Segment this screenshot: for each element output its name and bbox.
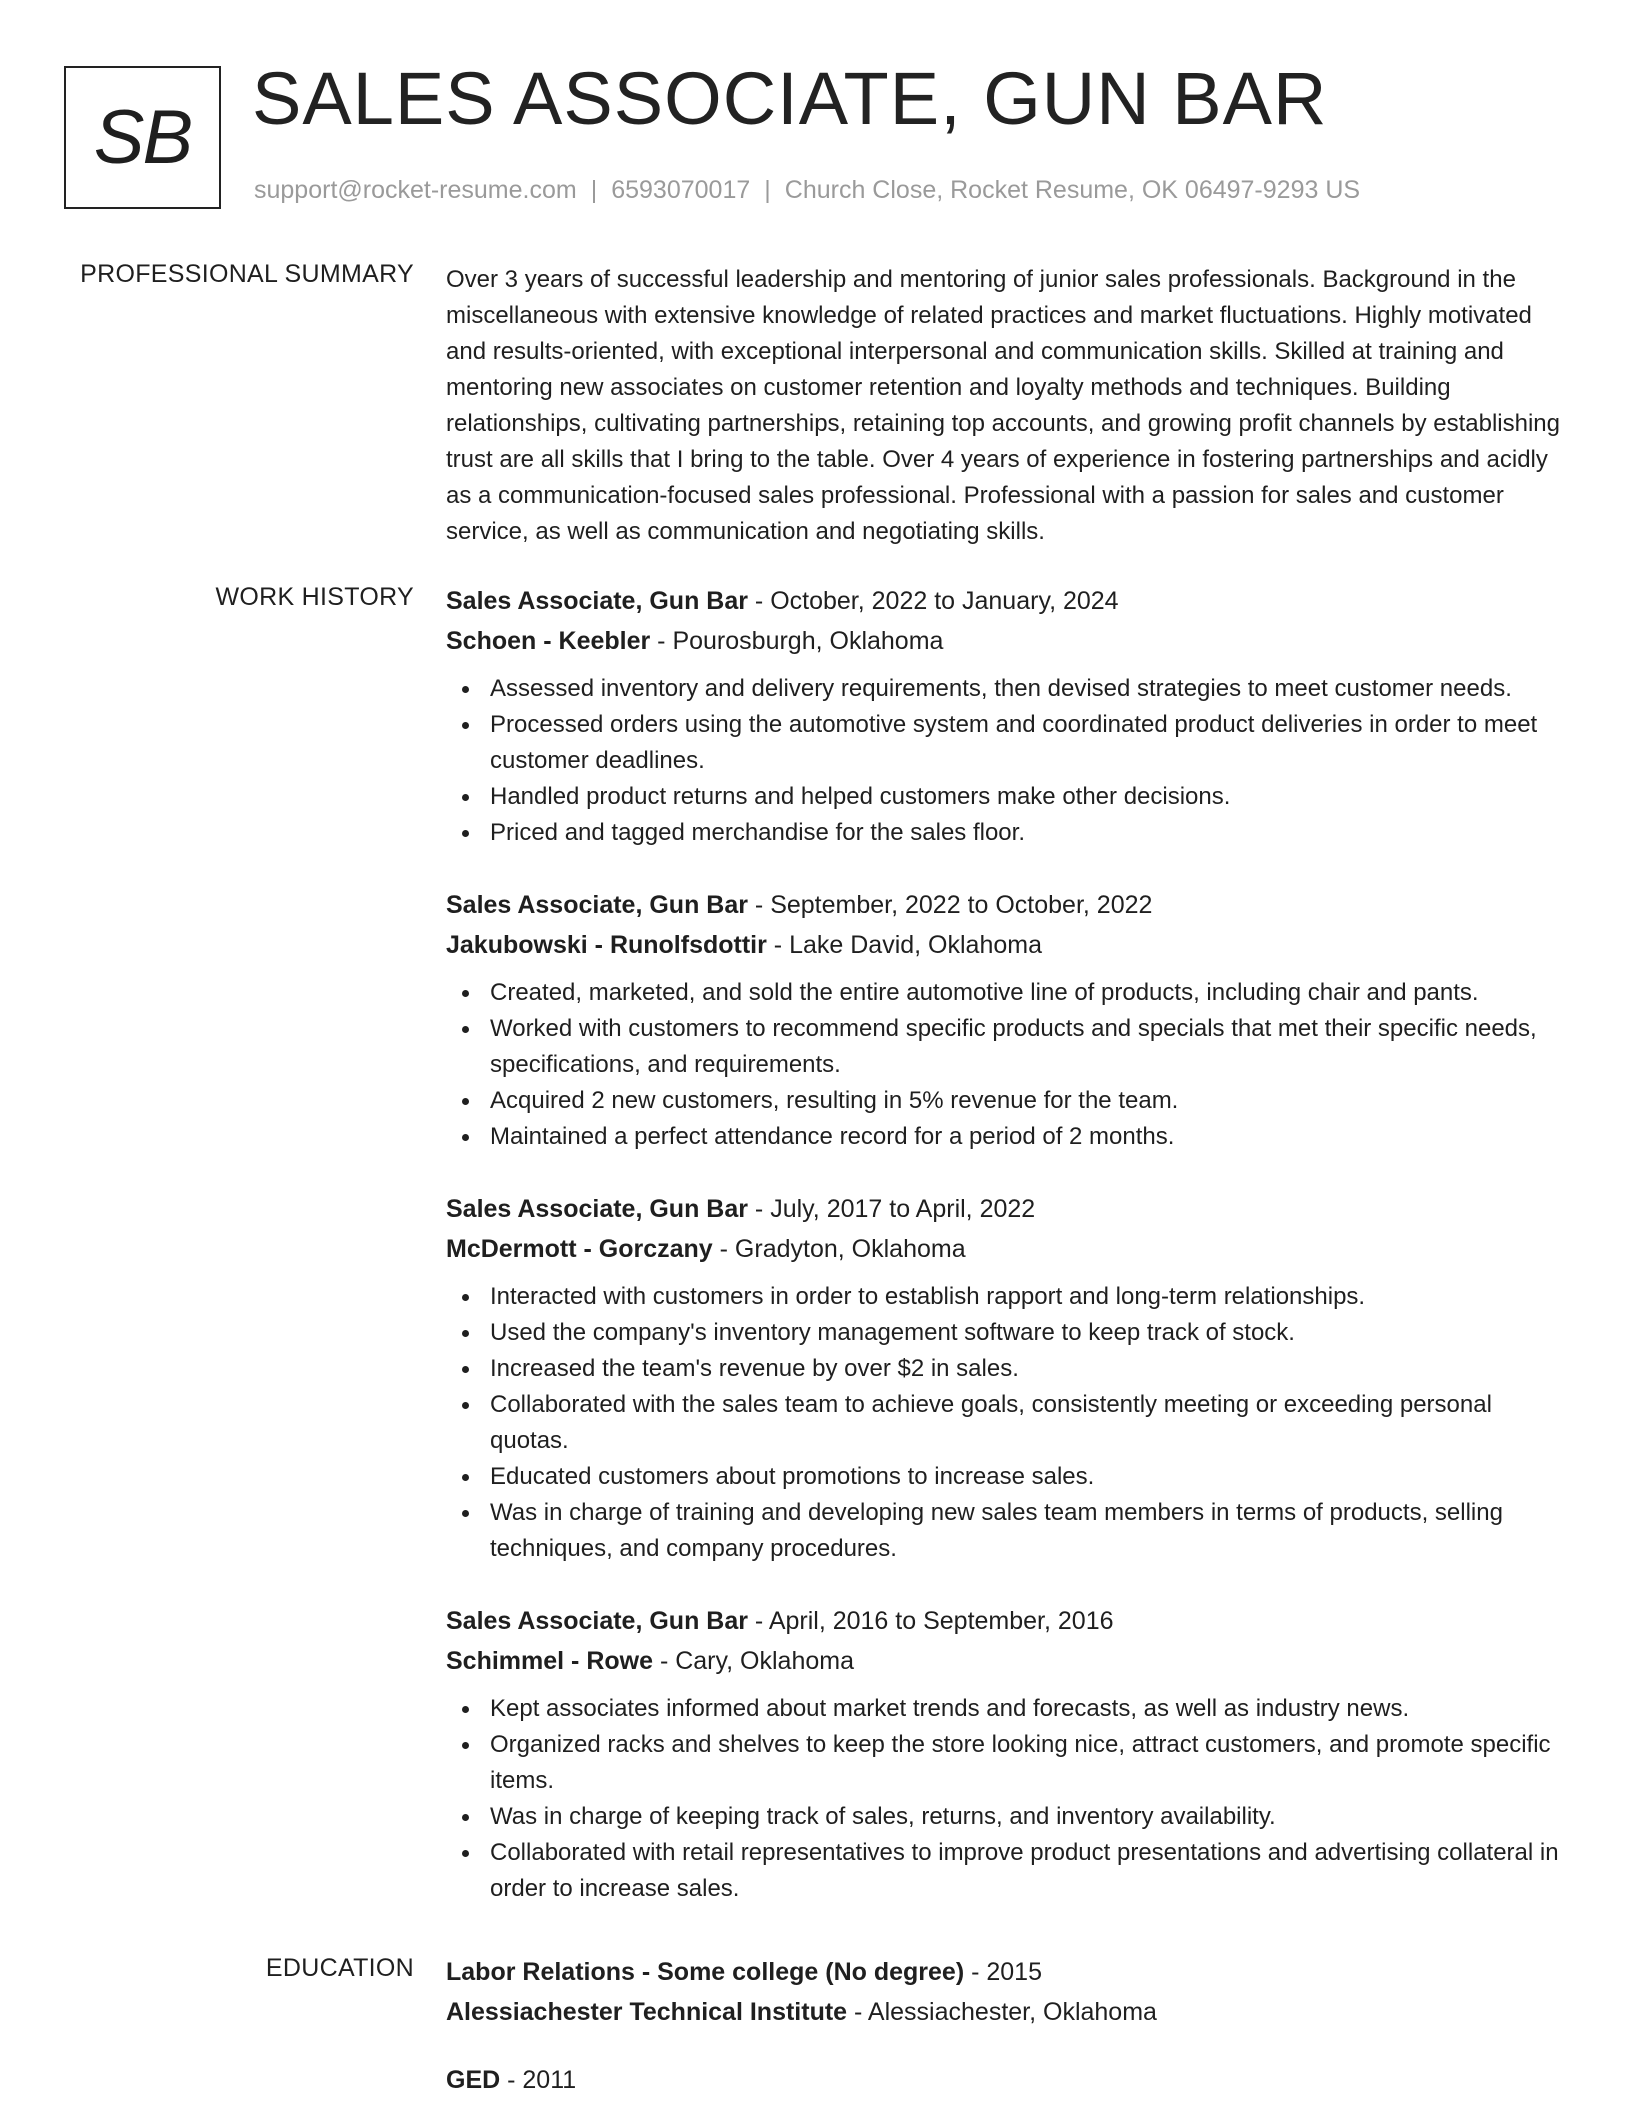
job-company-line (446, 1641, 1572, 1681)
education-year: - 2015 (964, 1958, 1042, 1986)
job-company-line (446, 1229, 1572, 1269)
list-item: Educated customers about promotions to increase sales. (446, 1459, 1572, 1495)
contact-phone[interactable]: 6593070017 (611, 176, 751, 204)
contact-email[interactable]: support@rocket-resume.com (254, 176, 577, 204)
education-degree-line (446, 2060, 1572, 2100)
education-entry (446, 1952, 1572, 2032)
list-item: Kept associates informed about market trends and forecasts, as well as industry news. (446, 1691, 1572, 1727)
section-label-education: EDUCATION (265, 1954, 414, 1982)
list-item: Interacted with customers in order to establish rapport and long-term relationships. (446, 1279, 1572, 1315)
contact-separator: | (764, 176, 771, 204)
job-bullets (446, 975, 1572, 1155)
list-item: Priced and tagged merchandise for the sales floor. (446, 815, 1572, 851)
education-year: - 2011 (500, 2066, 577, 2094)
list-item: Maintained a perfect attendance record for a period of 2 months. (446, 1119, 1572, 1155)
job-title: Sales Associate, Gun Bar (446, 1195, 748, 1223)
job-title-line (446, 581, 1572, 621)
job-bullets (446, 671, 1572, 851)
job-title: Sales Associate, Gun Bar (446, 891, 748, 919)
job-company: Schoen - Keebler (446, 627, 651, 655)
job-dates: - July, 2017 to April, 2022 (747, 1195, 1036, 1223)
list-item: Was in charge of training and developing new sales team members in terms of products, selling techniques, and company procedures. (446, 1495, 1572, 1567)
job-company: Jakubowski - Runolfsdottir (446, 931, 767, 959)
summary-body (446, 262, 1572, 550)
job-company: Schimmel - Rowe (446, 1647, 653, 1675)
list-item: Handled product returns and helped customers make other decisions. (446, 779, 1572, 815)
education-school: Alessiachester Technical Institute (446, 1998, 848, 2026)
list-item: Acquired 2 new customers, resulting in 5% revenue for the team. (446, 1083, 1572, 1119)
job-title-line (446, 1189, 1572, 1229)
list-item: Collaborated with retail representatives to improve product presentations and advertising collateral in order to increase sales. (446, 1835, 1572, 1907)
list-item: Processed orders using the automotive system and coordinated product deliveries in order to meet customer deadlines. (446, 707, 1572, 779)
monogram-box (64, 66, 221, 209)
list-item: Organized racks and shelves to keep the store looking nice, attract customers, and promote specific items. (446, 1727, 1572, 1799)
education-degree-line (446, 1952, 1572, 1992)
job-company: McDermott - Gorczany (446, 1235, 713, 1263)
job-title: Sales Associate, Gun Bar (446, 587, 748, 615)
contact-separator: | (590, 176, 598, 204)
job-bullets (446, 1279, 1572, 1567)
education-school-line (446, 1992, 1572, 2032)
job-title: Sales Associate, Gun Bar (446, 1607, 748, 1635)
job-location: - Cary, Oklahoma (653, 1647, 854, 1675)
job-title-line (446, 1601, 1572, 1641)
job-entry (446, 581, 1572, 851)
monogram-initials: SB (93, 95, 192, 180)
job-entry (446, 885, 1572, 1155)
section-label-work-history: WORK HISTORY (215, 583, 414, 611)
job-company-line (446, 621, 1572, 661)
job-dates: - September, 2022 to October, 2022 (747, 891, 1153, 919)
contact-address: Church Close, Rocket Resume, OK 06497-9293 US (784, 176, 1361, 204)
section-label-summary: PROFESSIONAL SUMMARY (80, 260, 414, 288)
summary-text: Over 3 years of successful leadership and mentoring of junior sales professionals. Background in the miscellaneous with extensive knowledge of related practices and market fluctuations. Highly motivated and results-oriented, with exceptional interpersonal and communication skills. Skilled at training and mentoring new associates on customer retention and loyalty methods and techniques. Building relationships, cultivating partnerships, retaining top accounts, and growing profit channels by establishing trust are all skills that I bring to the table. Over 4 years of experience in fostering partnerships and acidly as a communication-focused sales professional. Professional with a passion for sales and customer service, as well as communication and negotiating skills. (446, 266, 1560, 545)
job-bullets (446, 1691, 1572, 1907)
job-location: - Pourosburgh, Oklahoma (650, 627, 944, 655)
list-item: Used the company's inventory management software to keep track of stock. (446, 1315, 1572, 1351)
education-body (446, 1952, 1572, 2112)
contact-line (254, 176, 1360, 205)
education-entry (446, 2060, 1572, 2100)
job-dates: - April, 2016 to September, 2016 (747, 1607, 1114, 1635)
job-entry (446, 1189, 1572, 1567)
list-item: Worked with customers to recommend specific products and specials that met their specific needs, specifications, and requirements. (446, 1011, 1572, 1083)
education-location: - Alessiachester, Oklahoma (847, 1998, 1157, 2026)
education-degree: Labor Relations - Some college (No degree) (446, 1958, 965, 1986)
list-item: Created, marketed, and sold the entire automotive line of products, including chair and pants. (446, 975, 1572, 1011)
list-item: Increased the team's revenue by over $2 in sales. (446, 1351, 1572, 1387)
list-item: Assessed inventory and delivery requirements, then devised strategies to meet customer needs. (446, 671, 1572, 707)
job-location: - Gradyton, Oklahoma (712, 1235, 966, 1263)
job-title-line (446, 885, 1572, 925)
education-degree: GED (446, 2066, 501, 2094)
list-item: Collaborated with the sales team to achieve goals, consistently meeting or exceeding personal quotas. (446, 1387, 1572, 1459)
list-item: Was in charge of keeping track of sales, returns, and inventory availability. (446, 1799, 1572, 1835)
job-location: - Lake David, Oklahoma (766, 931, 1042, 959)
job-company-line (446, 925, 1572, 965)
work-history-body (446, 581, 1572, 1941)
job-entry (446, 1601, 1572, 1907)
page-title: SALES ASSOCIATE, GUN BAR (252, 57, 1328, 140)
job-dates: - October, 2022 to January, 2024 (747, 587, 1119, 615)
